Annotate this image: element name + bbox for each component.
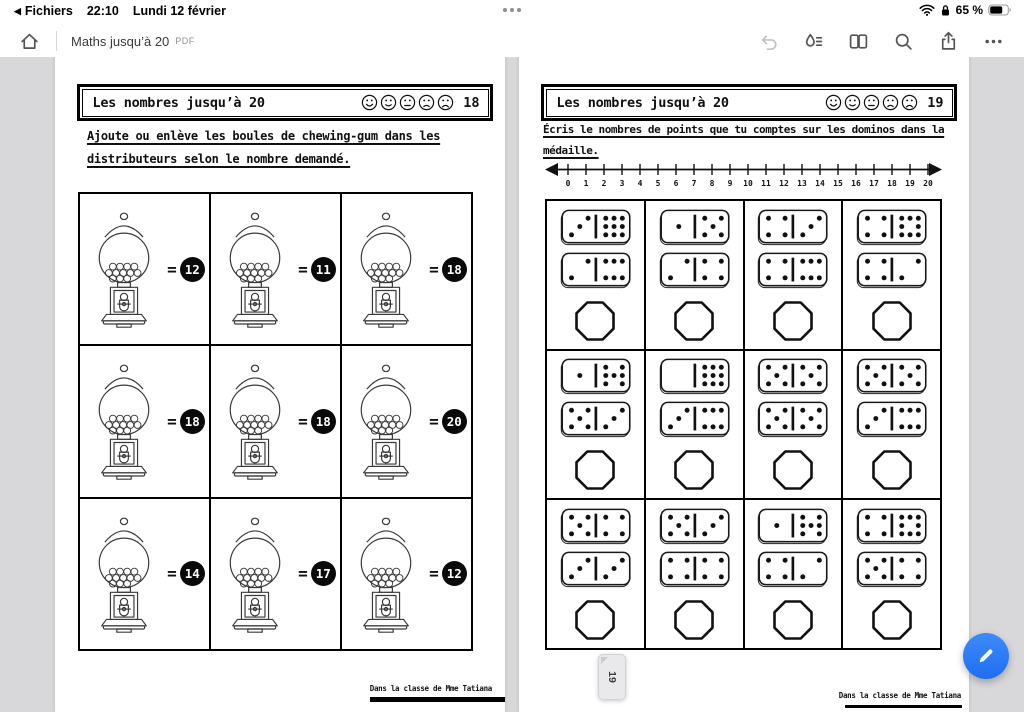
medal-answer-outline xyxy=(869,447,915,493)
worksheet-footer: Dans la classe de Mme Tatiana xyxy=(838,691,961,700)
gumball-machine-illustration xyxy=(84,515,164,633)
very-sad-face-icon xyxy=(901,94,918,111)
gumball-machine-illustration xyxy=(215,515,295,633)
target-number-badge: 12 xyxy=(442,561,467,586)
medal-answer-outline xyxy=(572,298,618,344)
svg-text:3: 3 xyxy=(619,179,625,188)
equals-sign: = xyxy=(429,411,439,431)
domino-bottom xyxy=(756,251,829,290)
more-icon xyxy=(983,31,1004,52)
equals-sign: = xyxy=(298,564,308,584)
equals-sign: = xyxy=(167,259,177,279)
status-bar xyxy=(0,0,1024,24)
number-line xyxy=(543,160,944,195)
domino-bottom xyxy=(658,400,731,439)
equals-sign: = xyxy=(429,259,439,279)
search-button[interactable] xyxy=(888,27,918,55)
domino-top xyxy=(855,507,928,546)
domino-bottom xyxy=(855,400,928,439)
domino-cell-1 xyxy=(547,201,644,349)
battery-percent-label: 65 % xyxy=(955,3,983,17)
back-to-files-button[interactable] xyxy=(14,4,73,18)
domino-top xyxy=(855,208,928,247)
medal-answer-outline xyxy=(572,447,618,493)
document-type-badge: PDF xyxy=(175,36,195,46)
happy-face-icon xyxy=(380,94,397,111)
worksheet-title: Les nombres jusqu’à 20 xyxy=(92,94,265,111)
medal-answer-outline xyxy=(671,447,717,493)
svg-text:20: 20 xyxy=(923,179,933,188)
footer-line xyxy=(845,705,962,708)
svg-text:7: 7 xyxy=(691,179,697,188)
svg-text:11: 11 xyxy=(761,179,771,188)
toolbar-divider xyxy=(56,31,57,51)
domino-bottom xyxy=(559,550,632,589)
target-number-badge: 17 xyxy=(311,561,336,586)
equals-sign: = xyxy=(298,411,308,431)
page-number-tab[interactable] xyxy=(598,654,626,700)
medal-answer-outline xyxy=(770,298,816,344)
medal-answer-outline xyxy=(869,298,915,344)
target-number-badge: 18 xyxy=(311,409,336,434)
neutral-face-icon xyxy=(399,94,416,111)
sad-face-icon xyxy=(418,94,435,111)
domino-bottom xyxy=(559,400,632,439)
domino-bottom xyxy=(756,400,829,439)
svg-text:9: 9 xyxy=(727,179,733,188)
worksheet-page-number: 19 xyxy=(927,94,944,111)
domino-cell-10 xyxy=(646,500,743,648)
target-number-badge: 12 xyxy=(180,257,205,282)
target-number-badge: 18 xyxy=(180,409,205,434)
gumball-machine-illustration xyxy=(84,362,164,480)
gumball-cell-8 xyxy=(211,499,340,649)
pdf-viewer xyxy=(0,57,1024,712)
domino-top xyxy=(658,507,731,546)
neutral-face-icon xyxy=(863,94,880,111)
worksheet-title: Les nombres jusqu’à 20 xyxy=(556,94,729,111)
undo-icon xyxy=(758,31,779,52)
gumball-machine-illustration xyxy=(346,362,426,480)
share-button[interactable] xyxy=(933,27,963,55)
happy-face-icon xyxy=(844,94,861,111)
svg-text:8: 8 xyxy=(709,179,715,188)
multitask-dots[interactable] xyxy=(503,8,521,12)
pdf-page-18 xyxy=(55,57,505,712)
gumball-cell-4 xyxy=(80,346,209,496)
worksheet-page-number: 18 xyxy=(463,94,480,111)
search-icon xyxy=(893,31,914,52)
worksheet-footer: Dans la classe de Mme Tatiana xyxy=(369,684,492,693)
domino-cell-3 xyxy=(745,201,842,349)
domino-bottom xyxy=(658,550,731,589)
svg-text:17: 17 xyxy=(869,179,879,188)
domino-top xyxy=(559,208,632,247)
gumball-cell-7 xyxy=(80,499,209,649)
domino-cell-2 xyxy=(646,201,743,349)
self-assessment-faces xyxy=(361,94,454,111)
worksheet-instruction: Écris le nombres de points que tu comptes sur les dominos dans la médaille. xyxy=(543,123,945,158)
pages-icon xyxy=(848,31,869,52)
domino-bottom xyxy=(855,550,928,589)
gumball-machine-illustration xyxy=(346,515,426,633)
svg-text:2: 2 xyxy=(601,179,607,188)
gumball-cell-5 xyxy=(211,346,340,496)
svg-text:1: 1 xyxy=(583,179,589,188)
markup-icon xyxy=(803,31,824,52)
worksheet-title-box xyxy=(541,84,957,121)
domino-bottom xyxy=(855,251,928,290)
target-number-badge: 11 xyxy=(311,257,336,282)
domino-top xyxy=(756,357,829,396)
medal-answer-outline xyxy=(671,298,717,344)
target-number-badge: 14 xyxy=(180,561,205,586)
medal-answer-outline xyxy=(572,597,618,643)
domino-top xyxy=(658,208,731,247)
domino-bottom xyxy=(559,251,632,290)
page-thumbnails-button[interactable] xyxy=(843,27,873,55)
pdf-page-19 xyxy=(519,57,969,712)
gumball-cell-6 xyxy=(342,346,471,496)
domino-bottom xyxy=(658,251,731,290)
status-date: Lundi 12 février xyxy=(132,4,226,18)
domino-cell-6 xyxy=(646,351,743,499)
pencil-icon xyxy=(976,646,996,666)
domino-cell-7 xyxy=(745,351,842,499)
domino-cell-8 xyxy=(843,351,940,499)
gumball-machine-illustration xyxy=(215,210,295,328)
document-title: Maths jusqu’à 20 xyxy=(71,33,170,49)
svg-text:15: 15 xyxy=(833,179,843,188)
document-toolbar xyxy=(0,24,1024,57)
domino-cell-9 xyxy=(547,500,644,648)
worksheet-instruction: Ajoute ou enlève les boules de chewing-gum dans les distributeurs selon le nombre demandé. xyxy=(87,129,441,167)
more-button[interactable] xyxy=(978,27,1008,55)
dominoes-grid xyxy=(545,199,942,650)
svg-text:6: 6 xyxy=(673,179,679,188)
home-button[interactable] xyxy=(14,27,44,55)
domino-top xyxy=(855,357,928,396)
equals-sign: = xyxy=(298,259,308,279)
gumball-cell-9 xyxy=(342,499,471,649)
gumball-cell-2 xyxy=(211,194,340,344)
undo-button[interactable] xyxy=(753,27,783,55)
self-assessment-faces xyxy=(825,94,918,111)
equals-sign: = xyxy=(429,564,439,584)
domino-cell-11 xyxy=(745,500,842,648)
app-chrome xyxy=(0,0,1024,57)
svg-text:4: 4 xyxy=(637,179,643,188)
svg-text:0: 0 xyxy=(565,179,571,188)
domino-top xyxy=(756,208,829,247)
sad-face-icon xyxy=(882,94,899,111)
domino-top xyxy=(658,357,731,396)
equals-sign: = xyxy=(167,564,177,584)
rotation-lock-icon xyxy=(940,4,951,17)
equals-sign: = xyxy=(167,411,177,431)
share-icon xyxy=(938,31,959,52)
markup-button[interactable] xyxy=(798,27,828,55)
gumball-machine-illustration xyxy=(84,210,164,328)
very-happy-face-icon xyxy=(361,94,378,111)
gumball-cell-3 xyxy=(342,194,471,344)
medal-answer-outline xyxy=(770,597,816,643)
medal-answer-outline xyxy=(869,597,915,643)
domino-cell-5 xyxy=(547,351,644,499)
gumball-machines-grid xyxy=(78,192,473,651)
svg-text:19: 19 xyxy=(905,179,915,188)
current-page-label: 19 xyxy=(606,671,618,683)
svg-text:18: 18 xyxy=(887,179,897,188)
very-happy-face-icon xyxy=(825,94,842,111)
svg-text:12: 12 xyxy=(779,179,789,188)
svg-text:13: 13 xyxy=(797,179,807,188)
worksheet-title-box xyxy=(77,84,493,121)
battery-icon xyxy=(988,4,1012,16)
back-chevron-icon: ◀ xyxy=(14,5,21,16)
domino-cell-12 xyxy=(843,500,940,648)
target-number-badge: 18 xyxy=(442,257,467,282)
domino-top xyxy=(559,357,632,396)
status-time: 22:10 xyxy=(86,4,119,18)
medal-answer-outline xyxy=(671,597,717,643)
gumball-machine-illustration xyxy=(346,210,426,328)
wifi-icon xyxy=(919,4,935,16)
very-sad-face-icon xyxy=(437,94,454,111)
home-icon xyxy=(19,31,40,52)
svg-text:10: 10 xyxy=(743,179,753,188)
footer-bar xyxy=(370,697,505,702)
svg-text:16: 16 xyxy=(851,179,861,188)
domino-bottom xyxy=(756,550,829,589)
domino-cell-4 xyxy=(843,201,940,349)
back-app-label: Fichiers xyxy=(24,4,73,18)
markup-fab-button[interactable] xyxy=(963,633,1009,679)
gumball-cell-1 xyxy=(80,194,209,344)
domino-top xyxy=(756,507,829,546)
medal-answer-outline xyxy=(770,447,816,493)
domino-top xyxy=(559,507,632,546)
target-number-badge: 20 xyxy=(442,409,467,434)
gumball-machine-illustration xyxy=(215,362,295,480)
svg-text:5: 5 xyxy=(655,179,661,188)
svg-text:14: 14 xyxy=(815,179,825,188)
